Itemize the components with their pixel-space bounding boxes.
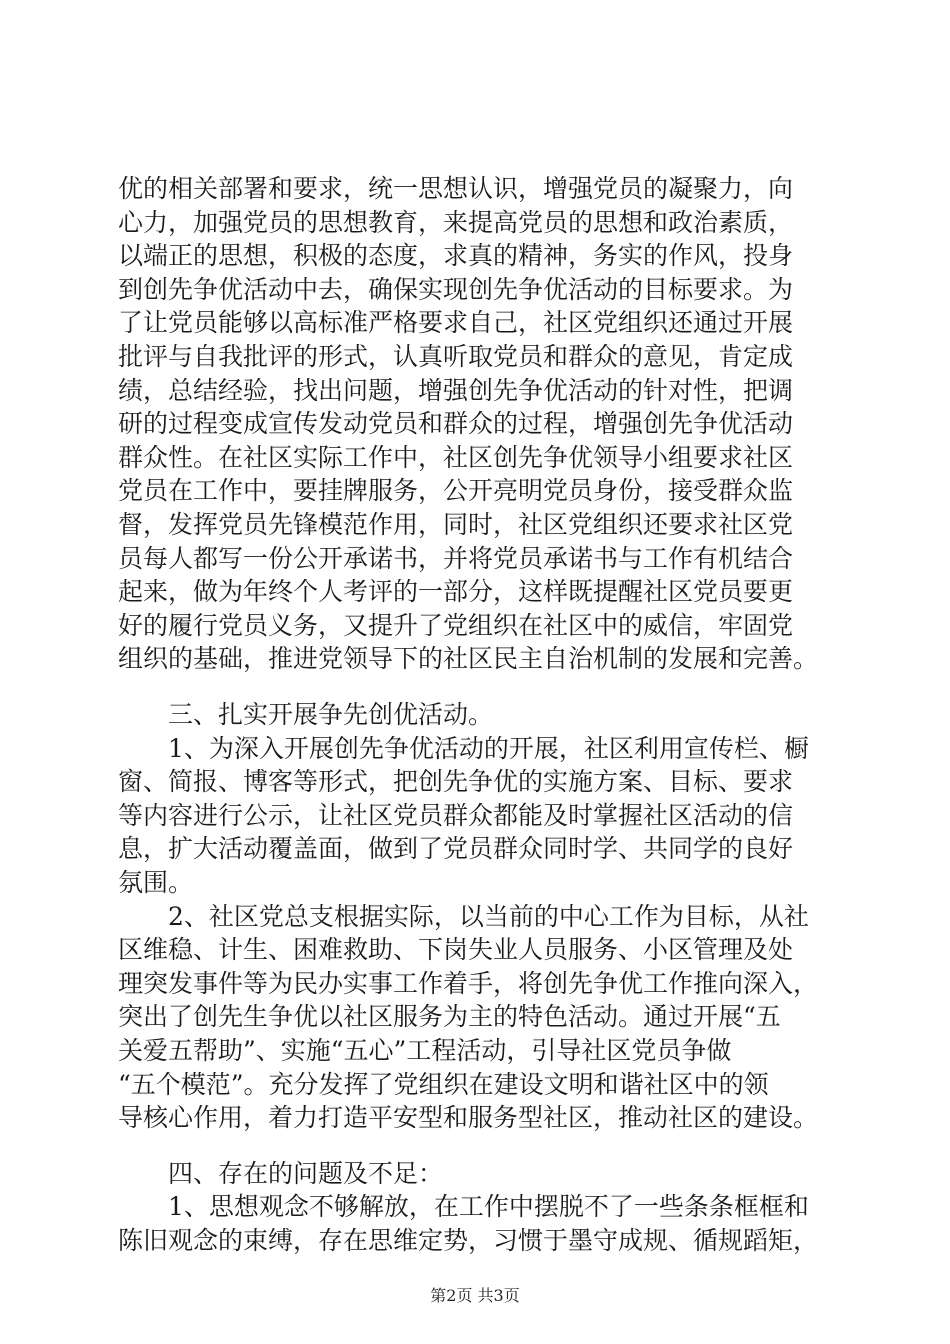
body-text-line: 绩，总结经验，找出问题，增强创先争优活动的针对性，把调	[118, 375, 794, 405]
body-text-line: 理突发事件等为民办实事工作着手，将创先争优工作推向深入，	[118, 968, 819, 998]
body-text-line: 批评与自我批评的形式，认真听取党员和群众的意见，肯定成	[118, 342, 794, 371]
body-text-line: 员每人都写一份公开承诺书，并将党员承诺书与工作有机结合	[118, 543, 794, 573]
body-text-line: 起来，做为年终个人考评的一部分，这样既提醒社区党员要更	[118, 577, 794, 607]
body-text-line: 等内容进行公示，让社区党员群众都能及时掌握社区活动的信	[118, 800, 794, 830]
body-text-line: 群众性。在社区实际工作中，社区创先争优领导小组要求社区	[118, 442, 794, 472]
body-text-line: 窗、简报、博客等形式，把创先争优的实施方案、目标、要求	[118, 767, 794, 797]
body-text-line: 息，扩大活动覆盖面，做到了党员群众同时学、共同学的良好	[118, 834, 794, 864]
body-text-line: 到创先争优活动中去，确保实现创先争优活动的目标要求。为	[118, 274, 794, 304]
body-text-line: 关爱五帮助”、实施“五心”工程活动，引导社区党员争做	[118, 1036, 732, 1065]
section-heading: 四、存在的问题及不足：	[168, 1158, 444, 1188]
body-text-line: 2、社区党总支根据实际，以当前的中心工作为目标，从社	[168, 901, 809, 931]
body-text-line: 氛围。	[118, 868, 194, 897]
body-text-line: 研的过程变成宣传发动党员和群众的过程，增强创先争优活动	[118, 409, 794, 439]
body-text-line: 督，发挥党员先锋模范作用，同时，社区党组织还要求社区党	[118, 510, 794, 539]
body-text-line: 突出了创先生争优以社区服务为主的特色活动。通过开展“五	[118, 1002, 781, 1032]
body-text-line: 组织的基础，推进党领导下的社区民主自治机制的发展和完善。	[118, 644, 819, 674]
body-text-line: 陈旧观念的束缚，存在思维定势，习惯于墨守成规、循规蹈矩，	[118, 1226, 819, 1255]
page-footer: 第2页 共3页	[430, 1286, 520, 1305]
body-text-line: 优的相关部署和要求，统一思想认识，增强党员的凝聚力，向	[118, 174, 794, 203]
body-text-line: 心力，加强党员的思想教育，来提高党员的思想和政治素质，	[118, 207, 794, 237]
body-text-line: 党员在工作中，要挂牌服务，公开亮明党员身份，接受群众监	[118, 476, 794, 506]
body-text-line: 区维稳、计生、困难救助、下岗失业人员服务、小区管理及处	[118, 935, 794, 965]
section-heading: 三、扎实开展争先创优活动。	[168, 700, 494, 729]
body-text-line: “五个模范”。充分发挥了党组织在建设文明和谐社区中的领	[118, 1069, 769, 1099]
body-text-line: 1、思想观念不够解放，在工作中摆脱不了一些条条框框和	[168, 1192, 809, 1222]
body-text-line: 以端正的思想，积极的态度，求真的精神，务实的作风，投身	[118, 241, 794, 271]
body-text-line: 了让党员能够以高标准严格要求自己，社区党组织还通过开展	[118, 308, 794, 338]
body-text-line: 导核心作用，着力打造平安型和服务型社区，推动社区的建设。	[118, 1103, 819, 1133]
body-text-line: 1、为深入开展创先争优活动的开展，社区利用宣传栏、橱	[168, 733, 809, 763]
body-text-line: 好的履行党员义务，又提升了党组织在社区中的威信，牢固党	[118, 610, 794, 640]
